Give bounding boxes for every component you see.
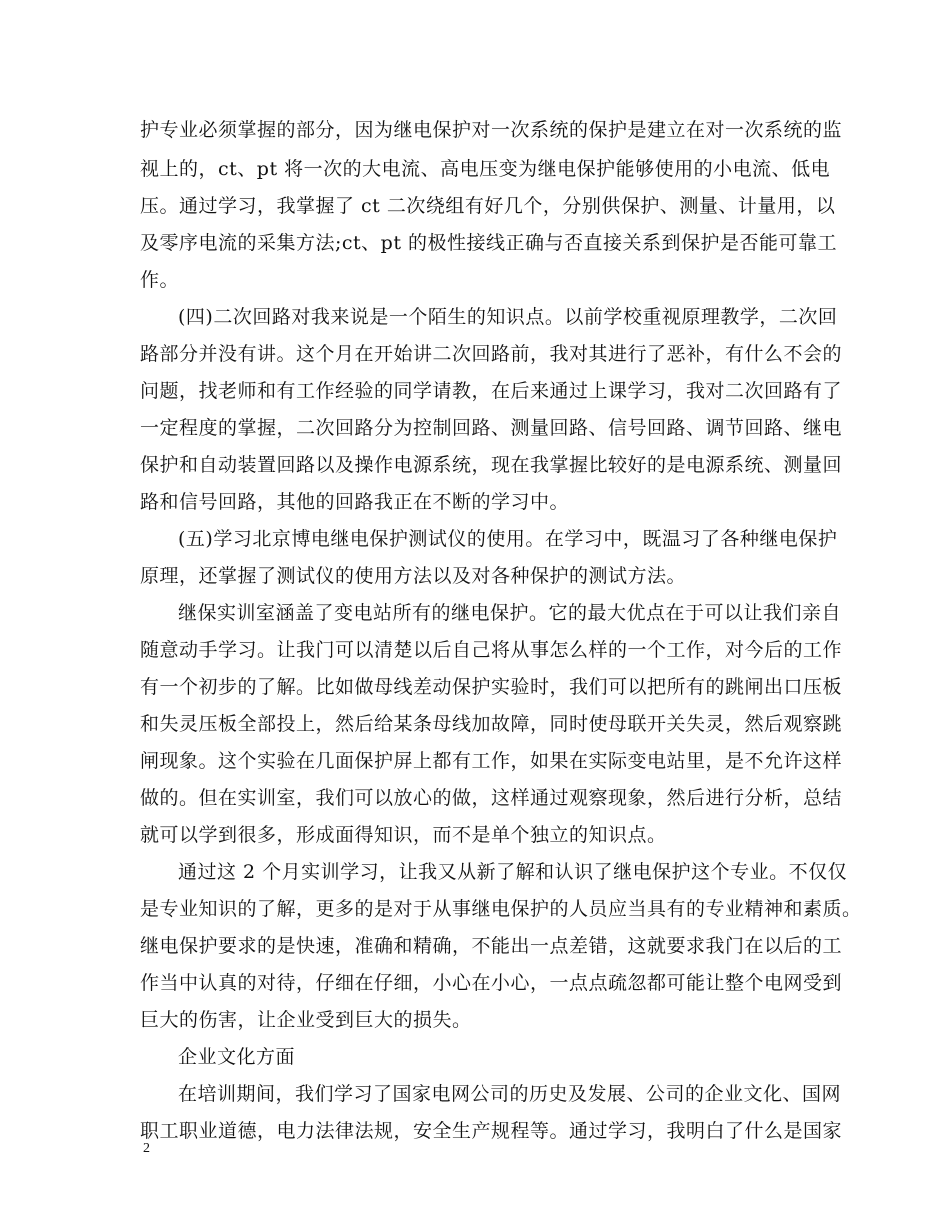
- text-line: 随意动手学习。让我门可以清楚以后自己将从事怎么样的一个工作，对今后的工作: [140, 639, 843, 661]
- text-line: 问题，找老师和有工作经验的同学请教，在后来通过上课学习，我对二次回路有了: [140, 380, 843, 402]
- text-line: 继电保护要求的是快速，准确和精确，不能出一点差错，这就要求我门在以后的工: [140, 935, 843, 957]
- text-line: 压。通过学习，我掌握了 ct 二次绕组有好几个，分别供保护、测量、计量用，以: [140, 195, 836, 217]
- paragraph-start-line: 在培训期间，我们学习了国家电网公司的历史及发展、公司的企业文化、国网: [178, 1083, 842, 1105]
- text-line: 就可以学到很多，形成面得知识，而不是单个独立的知识点。: [140, 824, 667, 846]
- text-line: 一定程度的掌握，二次回路分为控制回路、测量回路、信号回路、调节回路、继电: [140, 417, 843, 439]
- paragraph-start-line: 通过这 2 个月实训学习，让我又从新了解和认识了继电保护这个专业。不仅仅: [178, 861, 848, 883]
- text-line: 保护和自动装置回路以及操作电源系统，现在我掌握比较好的是电源系统、测量回: [140, 454, 843, 476]
- text-line: 做的。但在实训室，我们可以放心的做，这样通过观察现象，然后进行分析，总结: [140, 787, 843, 809]
- text-line: 职工职业道德，电力法律法规，安全生产规程等。通过学习，我明白了什么是国家: [140, 1120, 843, 1142]
- text-line: 路部分并没有讲。这个月在开始讲二次回路前，我对其进行了恶补，有什么不会的: [140, 343, 843, 365]
- text-line: 是专业知识的了解，更多的是对于从事继电保护的人员应当具有的专业精神和素质。: [140, 898, 862, 920]
- text-line: 视上的，ct、pt 将一次的大电流、高电压变为继电保护能够使用的小电流、低电: [140, 158, 831, 180]
- paragraph-start-line: (四)二次回路对我来说是一个陌生的知识点。以前学校重视原理教学，二次回: [178, 306, 838, 328]
- text-line: 原理，还掌握了测试仪的使用方法以及对各种保护的测试方法。: [140, 565, 687, 587]
- text-line: 闸现象。这个实验在几面保护屏上都有工作，如果在实际变电站里，是不允许这样: [140, 750, 843, 772]
- text-line: 作当中认真的对待，仔细在仔细，小心在小心，一点点疏忽都可能让整个电网受到: [140, 972, 843, 994]
- page-number: 2: [143, 1141, 150, 1156]
- text-line: 巨大的伤害，让企业受到巨大的损失。: [140, 1009, 472, 1031]
- text-line: 有一个初步的了解。比如做母线差动保护实验时，我们可以把所有的跳闸出口压板: [140, 676, 843, 698]
- text-line: 和失灵压板全部投上，然后给某条母线加故障，同时使母联开关失灵，然后观察跳: [140, 713, 843, 735]
- section-heading: 企业文化方面: [178, 1046, 296, 1068]
- text-line: 及零序电流的采集方法;ct、pt 的极性接线正确与否直接关系到保护是否能可靠工: [140, 232, 838, 254]
- paragraph-start-line: (五)学习北京博电继电保护测试仪的使用。在学习中，既温习了各种继电保护: [178, 528, 838, 550]
- text-line: 作。: [140, 269, 180, 291]
- paragraph-start-line: 继保实训室涵盖了变电站所有的继电保护。它的最大优点在于可以让我们亲自: [178, 602, 842, 624]
- text-line: 护专业必须掌握的部分，因为继电保护对一次系统的保护是建立在对一次系统的监: [140, 119, 843, 141]
- text-line: 路和信号回路，其他的回路我正在不断的学习中。: [140, 491, 570, 513]
